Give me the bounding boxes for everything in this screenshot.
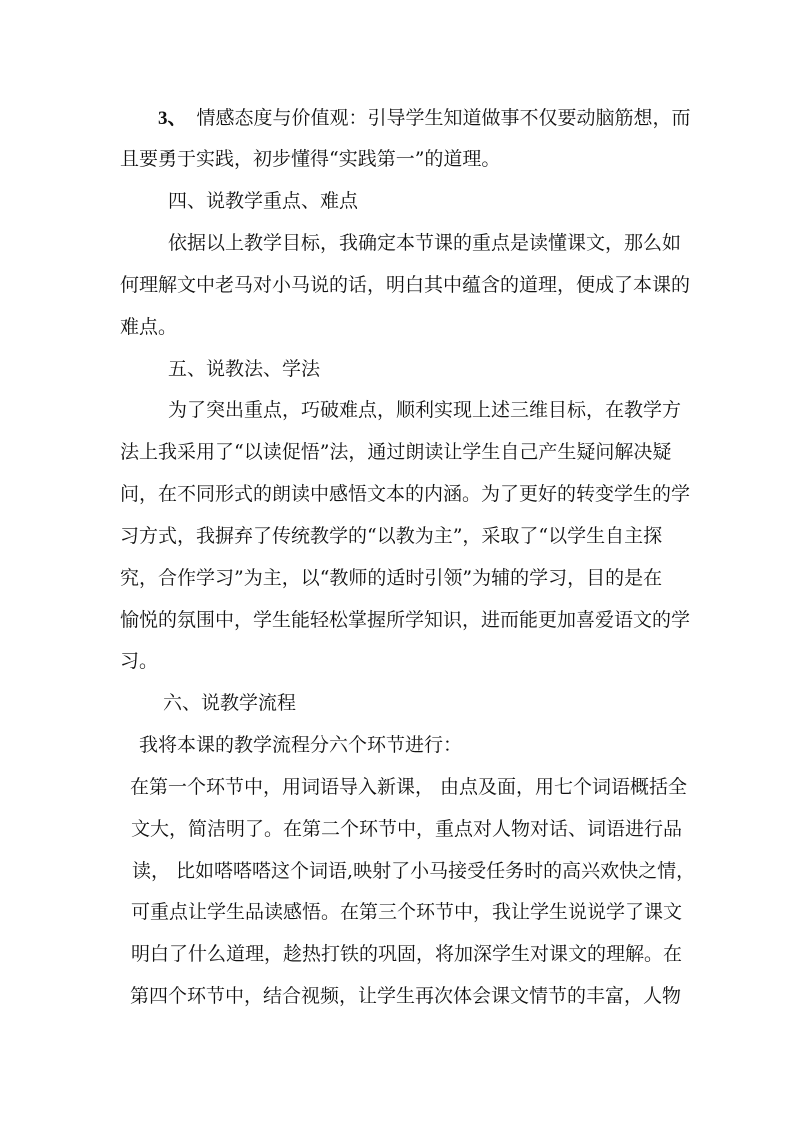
paragraph-line: 习方式，我摒弃了传统教学的“以教为主”，采取了“以学生自主探 <box>120 525 663 547</box>
section3-line2: 且要勇于实践，初步懂得“实践第一”的道理。 <box>120 148 501 170</box>
heading-teaching-flow: 六、说教学流程 <box>163 692 297 714</box>
paragraph-line: 何理解文中老马对小马说的话，明白其中蕴含的道理，便成了本课的 <box>120 274 691 296</box>
paragraph-line: 依据以上教学目标，我确定本节课的重点是读懂课文，那么如 <box>168 232 682 254</box>
paragraph-line: 愉悦的氛围中，学生能轻松掌握所学知识，进而能更加喜爱语文的学 <box>120 609 691 631</box>
section-number: 3、 <box>158 108 187 129</box>
heading-key-points: 四、说教学重点、难点 <box>168 190 359 212</box>
section3-title-text: 情感态度与价值观：引导学生知道做事不仅要动脑筋想，而 <box>196 107 691 129</box>
paragraph-line: 为了突出重点，巧破难点，顺利实现上述三维目标，在教学方 <box>168 399 682 421</box>
paragraph-line: 文大，简洁明了。在第二个环节中，重点对人物对话、词语进行品 <box>131 818 683 840</box>
paragraph-line: 难点。 <box>120 316 178 338</box>
paragraph-line: 问，在不同形式的朗读中感悟文本的内涵。为了更好的转变学生的学 <box>120 483 691 505</box>
paragraph-line: 明白了什么道理，趁热打铁的巩固，将加深学生对课文的理解。在 <box>131 943 683 965</box>
paragraph-line: 读， 比如嗒嗒嗒这个词语,映射了小马接受任务时的高兴欢快之情， <box>132 860 696 882</box>
section3-line1 <box>158 106 691 131</box>
paragraph-line: 究，合作学习”为主，以“教师的适时引领”为辅的学习，目的是在 <box>120 567 663 589</box>
paragraph-line: 第四个环节中，结合视频，让学生再次体会课文情节的丰富，人物 <box>130 985 682 1007</box>
paragraph-line: 在第一个环节中，用词语导入新课， 由点及面，用七个词语概括全 <box>130 776 688 798</box>
paragraph-line: 可重点让学生品读感悟。在第三个环节中，我让学生说说学了课文 <box>131 901 683 923</box>
heading-methods: 五、说教法、学法 <box>168 358 321 380</box>
paragraph-intro: 我将本课的教学流程分六个环节进行： <box>139 734 463 756</box>
paragraph-line: 习。 <box>120 650 159 672</box>
paragraph-line: 法上我采用了“以读促悟”法，通过朗读让学生自己产生疑问解决疑 <box>120 441 672 463</box>
